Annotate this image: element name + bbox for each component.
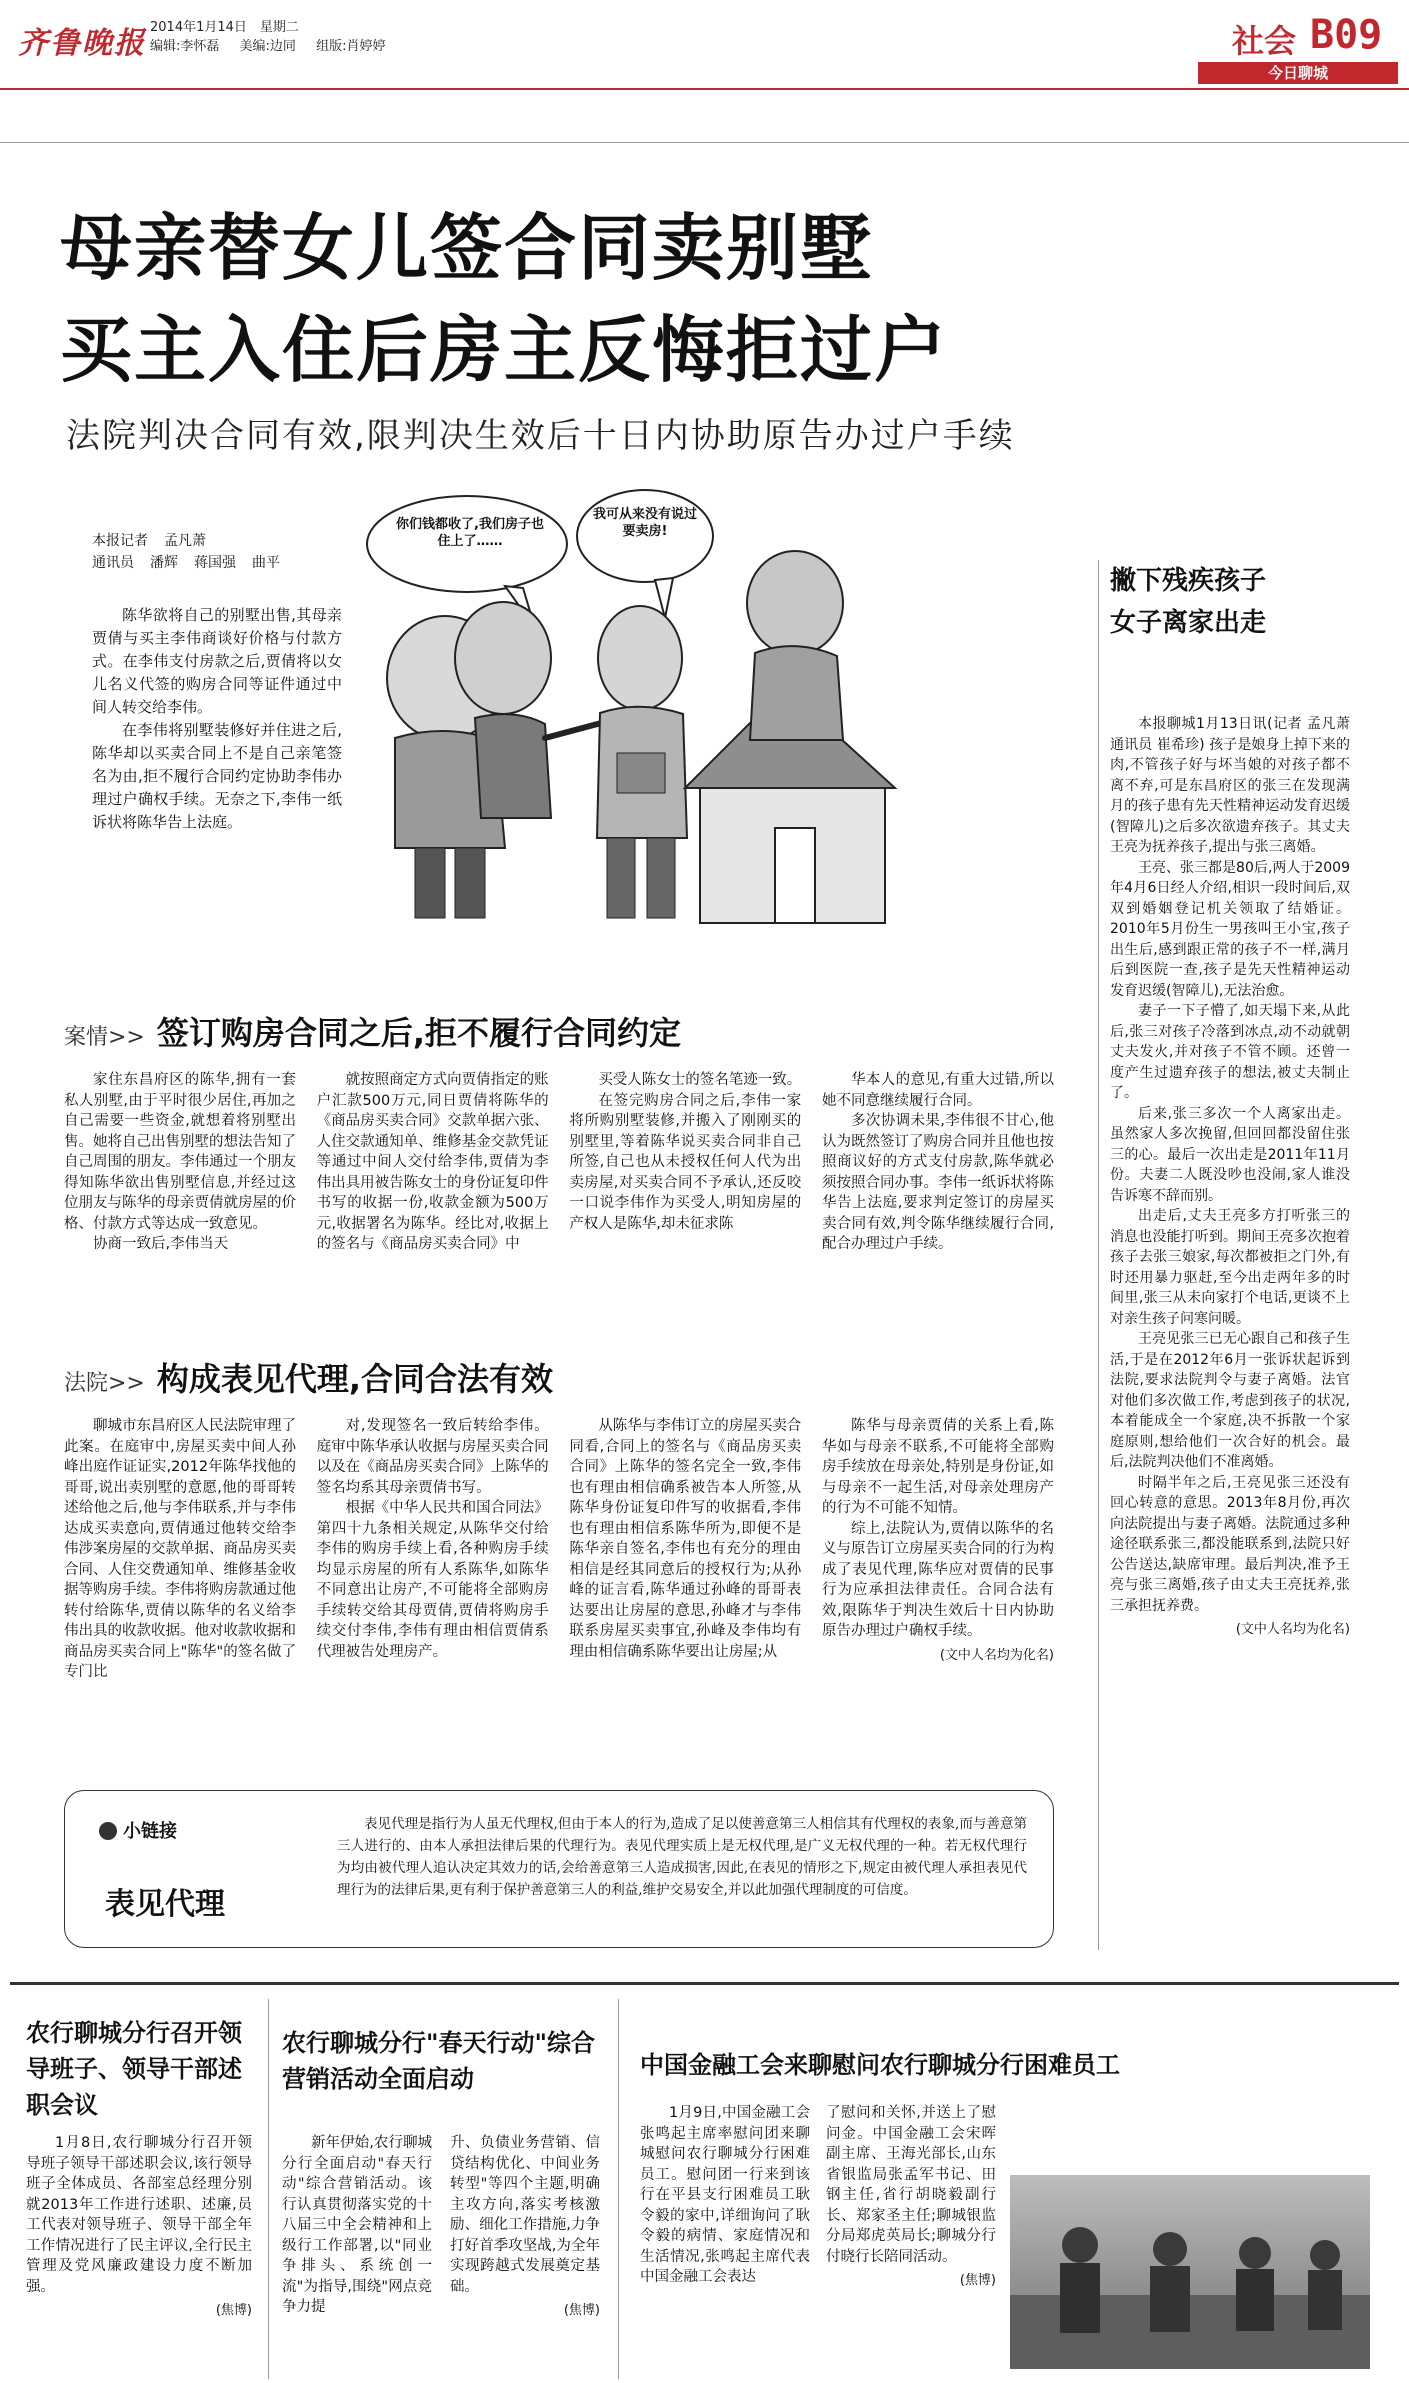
byline-name: 蒋国强 <box>194 555 236 571</box>
link-label <box>99 1817 177 1843</box>
text-column <box>64 1416 296 1683</box>
column-rule <box>1098 560 1099 1950</box>
byline-role: 本报记者 <box>92 533 148 549</box>
paragraph: 协商一致后,李伟当天 <box>93 1236 229 1252</box>
sidebar-body <box>1110 714 1350 1641</box>
editor-credits <box>150 37 401 56</box>
layout-credit: 组版:肖婷婷 <box>316 39 386 54</box>
paragraph: 从陈华与李伟订立的房屋买卖合同看,合同上的签名与《商品房买卖合同》上陈华的签名完全一致,李伟也有理由相信确系被告本人所签,从陈华身份证复印件写的收据看,李伟也有理由相信系陈华所为,即便不是陈华亲自签名,李伟也有充分的理由相信是经其同意后的授权行为;从孙峰的证言看,陈华通过孙峰的哥哥表达要出让房屋的意思,孙峰才与李伟联系房屋买卖事宜,孙峰及李伟均有理由相信确系陈华要出让房屋;从 <box>569 1418 802 1660</box>
column-rule <box>618 1999 619 2379</box>
speech-bubble-right-text-box <box>593 506 697 570</box>
headline-line-1: 母亲替女儿签合同卖别墅 <box>60 206 875 290</box>
section-case-body <box>64 1070 1054 1255</box>
header-rule <box>0 88 1409 90</box>
section-title: 构成表见代理,合同合法有效 <box>156 1360 554 1398</box>
buyer-figure <box>597 606 687 918</box>
sidebar-paragraph: 王亮、张三都是80后,两人于2009年4月6日经人介绍,相识一段时间后,双双到婚姻登记机关领取了结婚证。2010年5月份生一男孩叫王小宝,孩子出生后,感到跟正常的孩子不一样,满月后到医院一查,孩子是先天性精神运动发育迟缓(智障儿),无法治愈。 <box>1110 859 1350 999</box>
byline-role: 通讯员 <box>92 555 134 571</box>
lede <box>92 604 342 834</box>
text-column <box>64 1070 296 1255</box>
sidebar-note: (文中人名均为化名) <box>1235 1622 1350 1637</box>
story-credit: (焦博) <box>563 2303 600 2318</box>
sidebar-headline-line: 女子离家出走 <box>1110 608 1267 638</box>
paragraph: 对,发现签名一致后转给李伟。庭审中陈华承认收据与房屋买卖合同以及在《商品房买卖合同》上陈华的签名均系其母亲贾倩书写。 <box>316 1418 549 1496</box>
paragraph: 新年伊始,农行聊城分行全面启动"春天行动"综合营销活动。该行认真贯彻落实党的十八届三中全会精神和上级行工作部署,以"同业争排头、系统创一流"为指导,围绕"网点竞争力提 <box>282 2135 432 2315</box>
definition-title: 表见代理 <box>105 1887 225 1922</box>
newspaper-logo: 齐鲁晚报 <box>18 26 146 61</box>
text-column <box>569 1416 801 1683</box>
subheadline: 法院判决合同有效,限判决生效后十日内协助原告办过户手续 <box>66 416 1015 456</box>
byline-name: 曲平 <box>252 555 280 571</box>
story-1-body <box>26 2133 252 2322</box>
cartoon-illustration <box>355 488 910 933</box>
paragraph: 家住东昌府区的陈华,拥有一套私人别墅,由于平时很少居住,再加之自己需要一些资金,就想着将别墅出售。她将自己出售别墅的想法告知了自己周围的朋友。李伟通过一个朋友得知陈华欲出售别墅信息,并经过这位朋友与陈华的母亲贾倩就房屋的价格、付款方式等达成一致意见。 <box>64 1072 296 1232</box>
sidebar-paragraph: 妻子一下子懵了,如天塌下来,从此后,张三对孩子冷落到冰点,动不动就朝丈夫发火,并对孩子不管不顾。还曾一度产生过遗弃孩子的想法,被丈夫制止了。 <box>1110 1003 1350 1101</box>
headline-line-2: 买主入住后房主反悔拒过户 <box>60 308 949 392</box>
text-column <box>822 1070 1054 1255</box>
section-banner-case <box>64 1008 681 1054</box>
lede-paragraph: 陈华欲将自己的别墅出售,其母亲贾倩与买主李伟商谈好价格与付款方式。在李伟支付房款之后,贾倩将以女儿名义代签的购房合同等证件通过中间人转交给李伟。 <box>92 606 342 716</box>
bullet-icon <box>99 1822 117 1840</box>
section-banner-court <box>64 1354 553 1400</box>
lede-paragraph: 在李伟将别墅装修好并住进之后,陈华却以买卖合同上不是自己亲笔签名为由,拒不履行合同约定协助李伟办理过户确权手续。无奈之下,李伟一纸诉状将陈华告上法庭。 <box>92 721 342 831</box>
page-number: B09 <box>1310 12 1383 58</box>
paragraph: 升、负债业务营销、信贷结构优化、中间业务转型"等四个主题,明确主攻方向,落实考核激励、细化工作措施,力争打好首季攻坚战,为全年实现跨越式发展奠定基础。 <box>450 2135 600 2295</box>
story-3-title: 中国金融工会来聊慰问农行聊城分行困难员工 <box>640 2051 1120 2079</box>
issue-meta <box>150 18 401 56</box>
sidebar-headline <box>1110 560 1350 644</box>
divider <box>0 142 1409 143</box>
byline <box>92 530 296 574</box>
sidebar-paragraph: 后来,张三多次一个人离家出走。虽然家人多次挽留,但回回都没留住张三的心。最后一次出走是2011年11月份。夫妻二人既没吵也没闹,家人谁没告诉寒不辞而别。 <box>1110 1105 1350 1204</box>
text-column <box>317 1070 549 1255</box>
masthead <box>0 0 1409 90</box>
paragraph: 了慰问和关怀,并送上了慰问金。中国金融工会宋晖副主席、王海光部长,山东省银监局张孟军书记、田钢主任,省行胡晓毅副行长、郑家圣主任;聊城银监分局郑虎英局长;聊城分行付晓行长陪同活动。 <box>826 2105 996 2265</box>
byline-name: 孟凡萧 <box>164 533 206 549</box>
column-rule <box>268 1999 269 2379</box>
sidebar-headline-line: 撇下残疾孩子 <box>1110 566 1267 596</box>
sidebar-story <box>1110 560 1350 1641</box>
sidebar-paragraph: 出走后,丈夫王亮多方打听张三的消息也没能打听到。期间王亮多次抱着孩子去张三娘家,每次都被拒之门外,有时还用暴力驱赶,至今出走两年多的时间里,张三从未向家打个电话,更谈不上对亲生孩子问寒问暖。 <box>1110 1208 1350 1327</box>
sidebar-paragraph: 时隔半年之后,王亮见张三还没有回心转意的意思。2013年8月份,再次向法院提出与妻子离婚。法院通过多种途径联系张三,都没能联系到,法院只好公告送达,缺席审理。最后判决,准予王亮与张三离婚,孩子由丈夫王亮抚养,张三承担抚养费。 <box>1110 1474 1350 1614</box>
bottom-news-strip <box>10 1982 1399 2382</box>
paragraph: 买受人陈女士的签名笔迹一致。 <box>598 1072 802 1088</box>
paragraph: 陈华与母亲贾倩的关系上看,陈华如与母亲不联系,不可能将全部购房手续放在母亲处,特别是身份证,如与母亲不一起生活,对母亲处理房产的行为不可能不知情。 <box>821 1418 1054 1516</box>
story-credit: (焦博) <box>959 2273 996 2288</box>
speech-bubble-right-text: 我可从来没有说过要卖房! <box>593 507 697 539</box>
issue-date: 2014年1月14日 星期二 <box>150 20 299 35</box>
paragraph: 根据《中华人民共和国合同法》第四十九条相关规定,从陈华交付给李伟的购房手续上看,各种购房手续均显示房屋的所有人系陈华,如陈华不同意出让房产,不可能将全部购房手续转交给其母贾倩,贾倩将购房手续交付李伟,李伟有理由相信贾倩系代理被告处理房产。 <box>316 1500 549 1660</box>
paragraph: 1月9日,中国金融工会张鸣起主席率慰问团来聊城慰问农行聊城分行困难员工。慰问团一行来到该行在平县支行困难员工耿令毅的家中,详细询问了耿令毅的病情、家庭情况和生活情况,张鸣起主席代表中国金融工会表达 <box>640 2105 810 2285</box>
paragraph: 华本人的意见,有重大过错,所以她不同意继续履行合同。 <box>821 1072 1054 1109</box>
photo-placeholder-icon <box>1010 2175 1370 2369</box>
page-tag: 今日聊城 <box>1198 62 1398 84</box>
section-tag: 法院>> <box>64 1371 145 1396</box>
sidebar-paragraph: 本报聊城1月13日讯(记者 孟凡萧 通讯员 崔希珍) 孩子是娘身上掉下来的肉,不管孩子好与坏当娘的对孩子都不离不弃,可是东昌府区的张三在发现满月的孩子患有先天性精神运动发育迟缓(智障儿)之后多次欲遗弃孩子。其丈夫王亮为抚养孩子,提出与张三离婚。 <box>1110 716 1350 855</box>
byline-name: 潘辉 <box>150 555 178 571</box>
story-1-title: 农行聊城分行召开领导班子、领导干部述职会议 <box>26 2019 242 2119</box>
news-photo <box>1010 2175 1370 2369</box>
definition-box <box>64 1790 1054 1948</box>
section-title: 签订购房合同之后,拒不履行合同约定 <box>156 1014 682 1052</box>
paragraph: 聊城市东昌府区人民法院审理了此案。在庭审中,房屋买卖中间人孙峰出庭作证证实,2012年陈华找他的哥哥,说出卖别墅的意愿,他的哥哥转述给他之后,他与李伟联系,并与李伟达成买卖意向,贾倩通过他转交给李伟涉案房屋的交款单据、商品房买卖合同、人住交费通知单、维修基金收据等购房手续。李伟将购房款通过他转付给陈华,贾倩以陈华的名义给李伟出具的收款收据。他对收款收据和商品房买卖合同上"陈华"的签名做了专门比 <box>64 1418 296 1680</box>
story-2-title: 农行聊城分行"春天行动"综合营销活动全面启动 <box>282 2029 596 2093</box>
text-column <box>569 1070 801 1255</box>
paragraph: 多次协调未果,李伟很不甘心,他认为既然签订了购房合同并且他也按照商议好的方式支付房款,陈华就必须按照合同办事。李伟一纸诉状将陈华告上法庭,要求判定签订的房屋买卖合同有效,判令陈华继续履行合同,配合办理过户手续。 <box>821 1113 1054 1252</box>
text-column <box>317 1416 549 1683</box>
section-court-body <box>64 1416 1054 1683</box>
story-3-col-1 <box>640 2103 810 2288</box>
paragraph: 就按照商定方式向贾倩指定的账户汇款500万元,同日贾倩将陈华的《商品房买卖合同》交款单据六张、人住交款通知单、维修基金交款凭证等通过中间人交付给李伟,贾倩为李伟出具用被告陈女士的身份证复印件书写的收据一份,收款金额为500万元,收据署名为陈华。经比对,收据上的签名与《商品房买卖合同》中 <box>316 1072 549 1252</box>
section-name: 社会 <box>1232 22 1297 60</box>
story-3-col-2 <box>826 2103 996 2292</box>
text-column <box>822 1416 1054 1683</box>
definition-text: 表见代理是指行为人虽无代理权,但由于本人的行为,造成了足以使善意第三人相信其有代理权的表象,而与善意第三人进行的、由本人承担法律后果的代理行为。表见代理实质上是无权代理,是广义无权代理的一种。若无权代理行为均由被代理人追认决定其效力的话,会给善意第三人造成损害,因此,在表见的情形之下,规定由被代理人承担表见代理行为的法律后果,更有利于保护善意第三人的利益,维护交易安全,并以此加强代理制度的可信度。 <box>337 1816 1027 1898</box>
designer-credit: 美编:边同 <box>239 39 296 54</box>
speech-bubble-left-text-box <box>395 516 545 576</box>
speech-bubble-left-text: 你们钱都收了,我们房子也住上了…… <box>396 517 544 549</box>
section-note: (文中人名均为化名) <box>939 1647 1054 1663</box>
paragraph: 1月8日,农行聊城分行召开领导班子领导干部述职会议,该行领导班子全体成员、各部室总经理分别就2013年工作进行述职、述廉,员工代表对领导班子、领导干部全年工作情况进行了民主评议,全行民主管理及党风廉政建设力度不断加强。 <box>26 2135 252 2295</box>
section-tag: 案情>> <box>64 1025 145 1050</box>
mother-figure <box>747 551 843 740</box>
couple-figures <box>387 602 605 918</box>
story-2-col-1 <box>282 2133 432 2318</box>
sidebar-paragraph: 王亮见张三已无心跟自己和孩子生活,于是在2012年6月一张诉状起诉到法院,要求法院判令与妻子离婚。法官对他们多次做工作,考虑到孩子的状况,本着能成全一个家庭,决不拆散一个家庭原则,想给他们一次合好的机会。最后,法院判决他们不准离婚。 <box>1110 1331 1350 1470</box>
story-2-col-2 <box>450 2133 600 2322</box>
story-credit: (焦博) <box>215 2303 252 2318</box>
paragraph: 综上,法院认为,贾倩以陈华的名义与原告订立房屋买卖合同的行为构成了表见代理,陈华应对贾倩的民事行为应承担法律责任。合同合法有效,限陈华于判决生效后十日内协助原告办理过户确权手续。 <box>821 1520 1054 1639</box>
link-label-text: 小链接 <box>123 1821 177 1842</box>
editor-credit: 编辑:李怀磊 <box>150 39 220 54</box>
paragraph: 在签完购房合同之后,李伟一家将所购别墅装修,并搬入了刚刚买的别墅里,等着陈华说买卖合同非自己所签,自己也从未授权任何人代为出卖房屋,对买卖合同不予承认,还反咬一口说李伟作为买受人,明知房屋的产权人是陈华,却未征求陈 <box>569 1092 802 1232</box>
